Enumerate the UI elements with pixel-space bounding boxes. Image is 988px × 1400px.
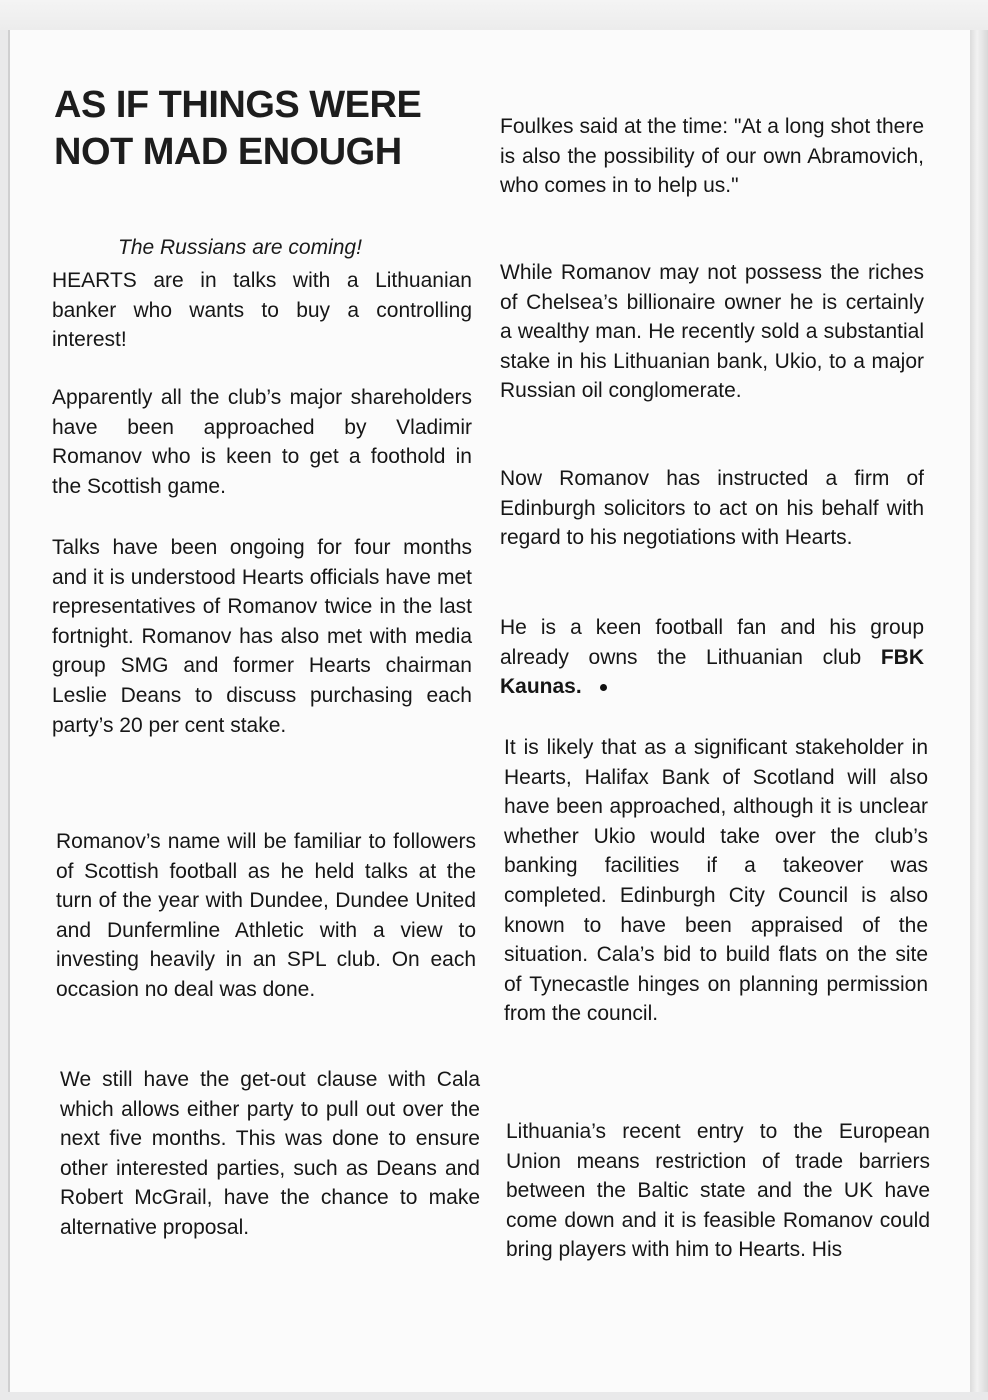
paragraph: We still have the get-out clause with Cala which allows either party to pull out over the next five months. This was done to ensure other interested parties, such as Deans and Robert McGrail, have the chance to make alternative proposal. [60, 1068, 480, 1239]
paragraph [500, 613, 924, 702]
paragraph: Lithuania’s recent entry to the European Union means restriction of trade barriers between the Baltic state and the UK have come down and it is feasible Romanov could bring players with him to Hearts. His [506, 1120, 930, 1262]
article-subhead: The Russians are coming! [118, 236, 362, 259]
magazine-page [8, 30, 972, 1392]
paragraph: Foulkes said at the time: "At a long shot there is also the possibility of our own Abramovich, who comes in to help us." [500, 115, 924, 198]
paragraph: Now Romanov has instructed a firm of Edinburgh solicitors to act on his behalf with regard to his negotiations with Hearts. [500, 467, 924, 550]
article-headline: AS IF THINGS WERE NOT MAD ENOUGH [54, 84, 422, 173]
paragraph: While Romanov may not possess the riches of Chelsea’s billionaire owner he is certainly a wealthy man. He recently sold a substantial stake in his Lithuanian bank, Ukio, to a major Russian oil conglomerate. [500, 261, 924, 403]
paragraph: Apparently all the club’s major shareholders have been approached by Vladimir Romanov who is keen to get a foothold in the Scottish game. [52, 386, 472, 498]
paragraph: HEARTS are in talks with a Lithuanian banker who wants to buy a controlling interest! [52, 269, 472, 352]
paragraph: Romanov’s name will be familiar to followers of Scottish football as he held talks at the turn of the year with Dundee, Dundee United and Dunfermline Athletic with a view to investing heavily in an SPL club. On each occasion no deal was done. [56, 830, 476, 1001]
paragraph: It is likely that as a significant stakeholder in Hearts, Halifax Bank of Scotland will also have been approached, although it is unclear whether Ukio would take over the club’s banking facilities if a takeover was completed. Edinburgh City Council is also known to have been appraised of the situation. Cala’s bid to build flats on the site of Tynecastle hinges on planning permission from the council. [504, 736, 928, 1026]
club-name: FBK Kaunas. [500, 645, 924, 699]
page-edge [970, 30, 988, 1392]
bullet-dot [600, 684, 607, 691]
paragraph-text: He is a keen football fan and his group already owns the Lithuanian club [500, 616, 924, 669]
scan-edge [0, 0, 988, 30]
paragraph: Talks have been ongoing for four months and it is understood Hearts officials have met representatives of Romanov twice in the last fortnight. Romanov has also met with media group SMG and former Hearts chairman Leslie Deans to discuss purchasing each party’s 20 per cent stake. [52, 536, 472, 737]
